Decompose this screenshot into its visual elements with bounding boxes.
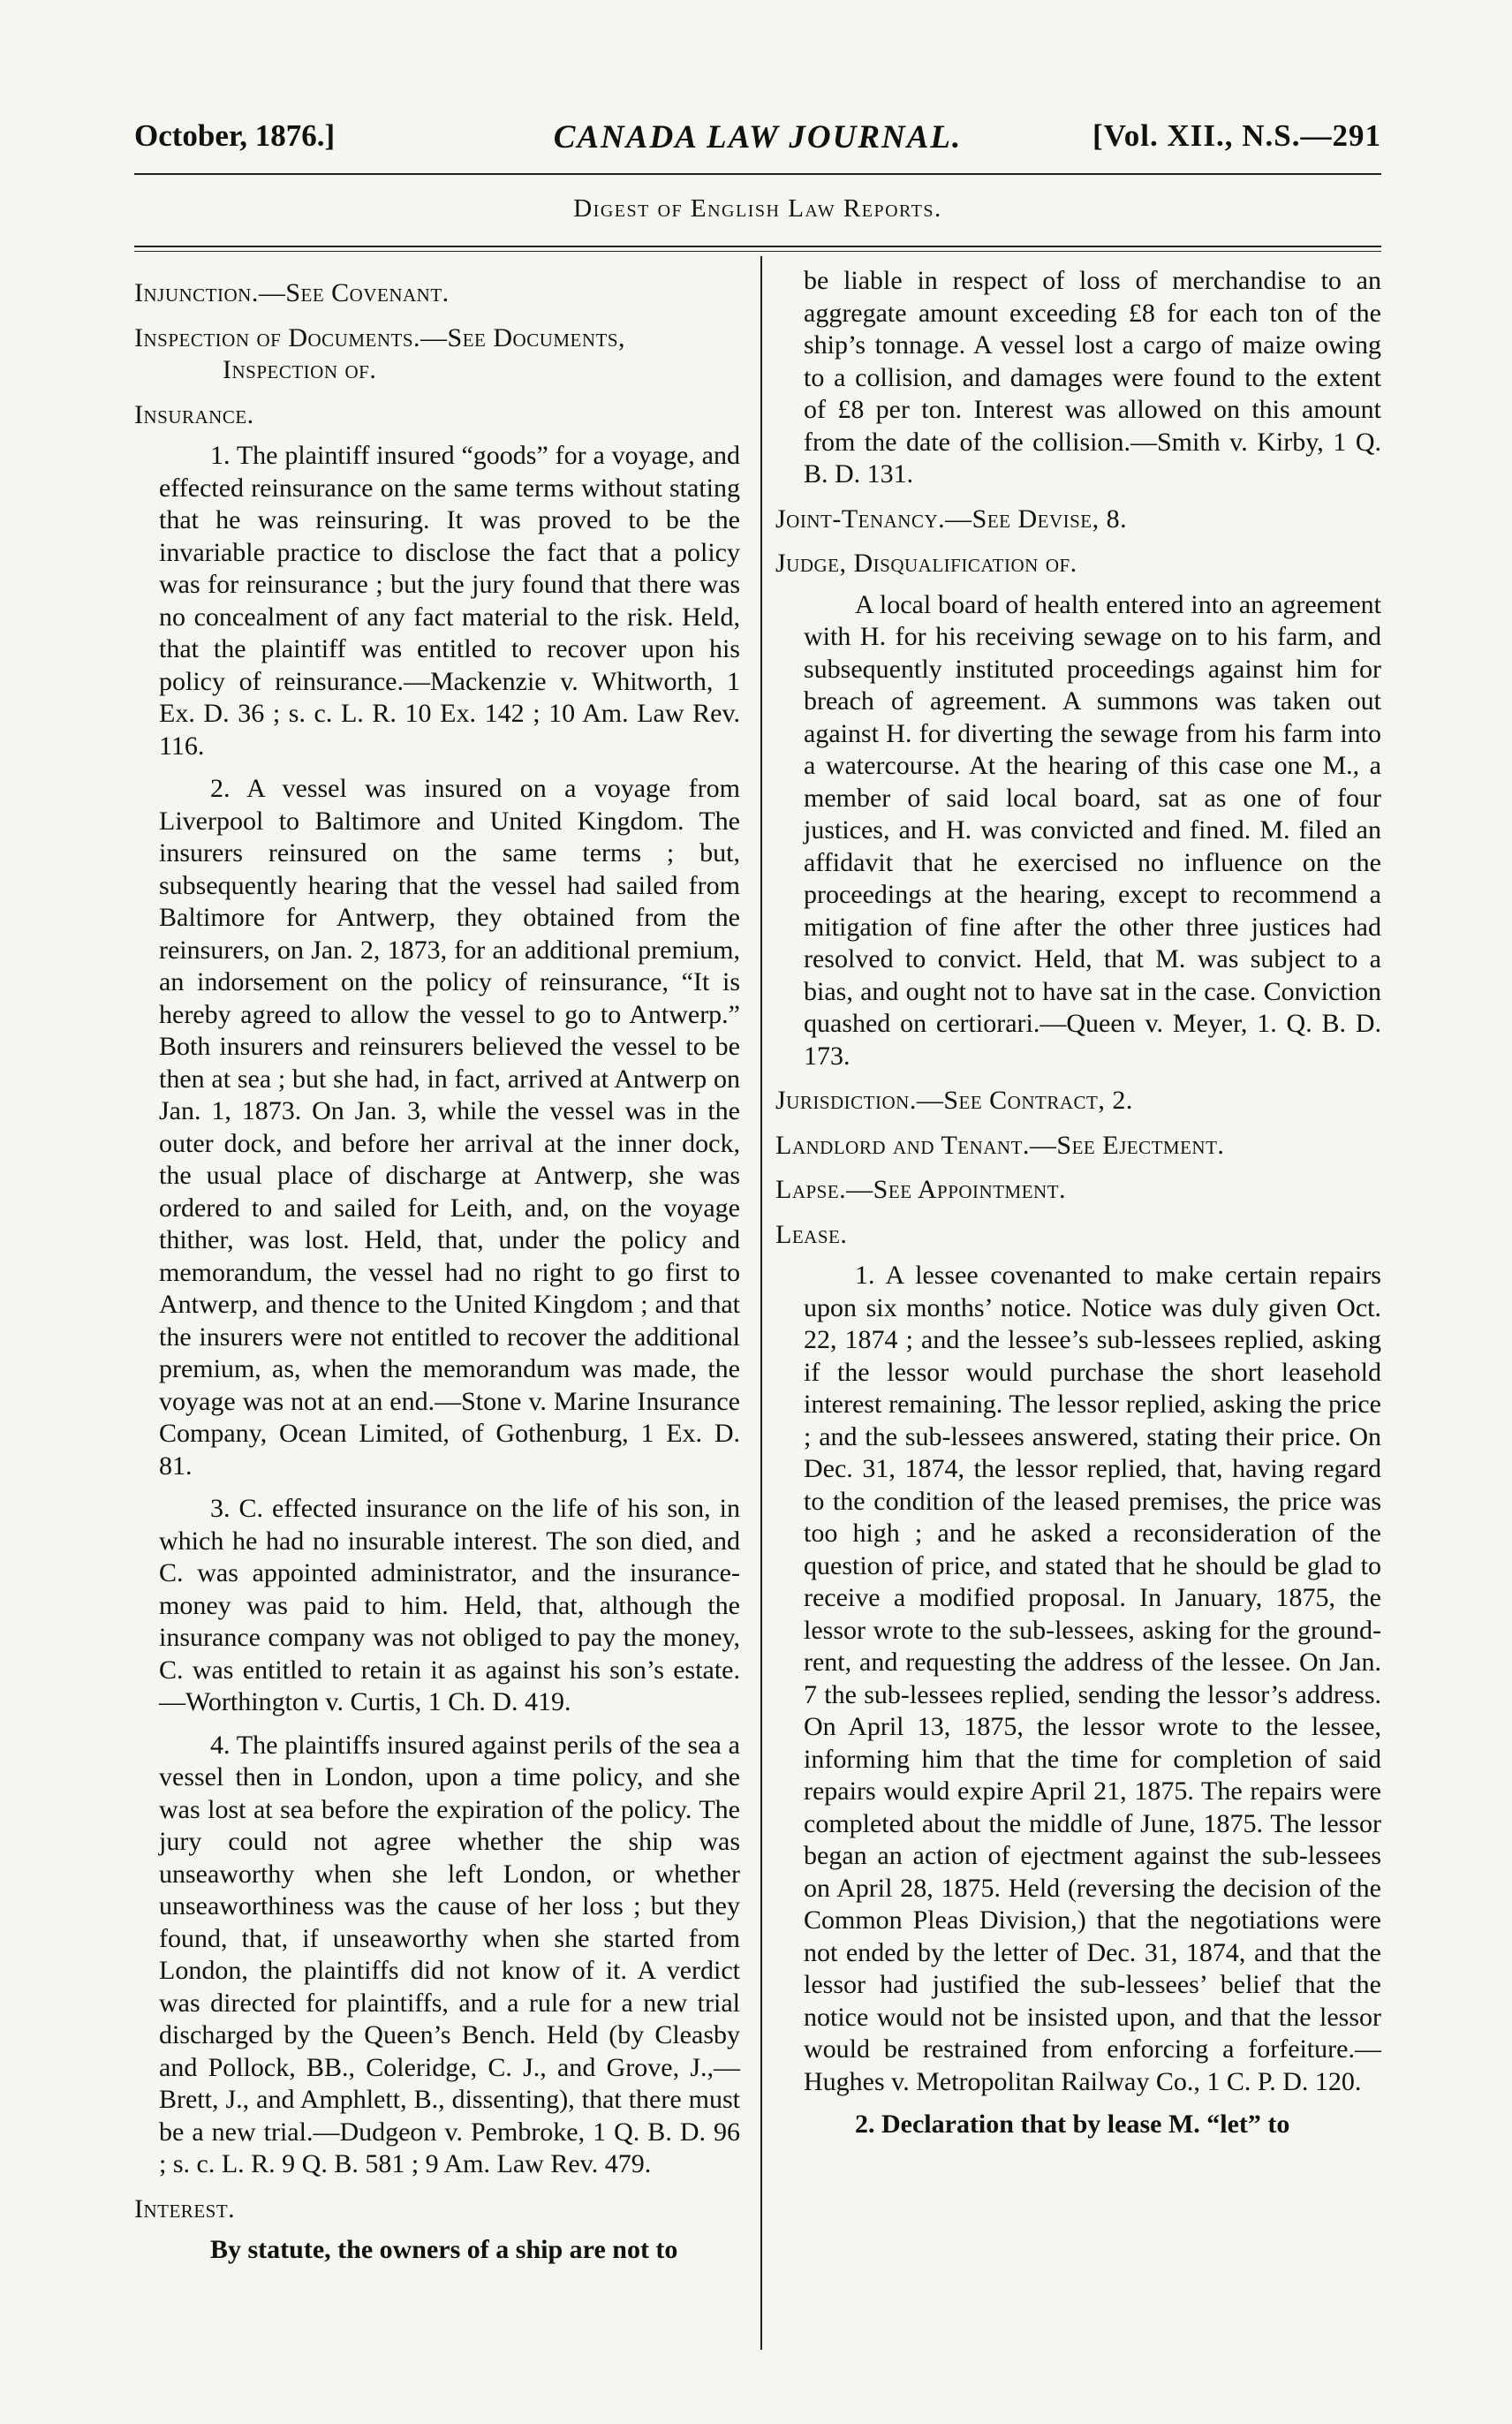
header-rule bbox=[134, 173, 1381, 175]
heading-insurance: Insurance. bbox=[134, 399, 254, 429]
column-divider bbox=[760, 256, 762, 2350]
entry-landlord-tenant: Landlord and Tenant.—See Ejectment. bbox=[775, 1130, 1225, 1160]
heading-lease: Lease. bbox=[775, 1219, 848, 1249]
interest-para-start: By statute, the owners of a ship are not to bbox=[210, 2235, 678, 2264]
insurance-case-4: 4. The plaintiffs insured against perils of the sea a vessel then in London, upon a time policy, and she was lost at sea before the expiration of the policy. The jury could not agree whether the ship was unseaworthy when she left London, or whether unseaworthiness was the cause of her loss ; but they found, that, if unseaworthy when she started from London, the plaintiffs did not know of it. A verdict was directed for plaintiffs, and a rule for a new trial discharged by the Queen’s Bench. Held (by Cleasby and Pollock, BB., Coleridge, C. J., and Grove, J.,—Brett, J., and Amphlett, B., dissenting), that there must be a new trial.—Dudgeon v. Pembroke, 1 Q. B. D. 96 ; s. c. L. R. 9 Q. B. 581 ; 9 Am. Law Rev. 479. bbox=[159, 1730, 740, 2178]
interest-para-continued: be liable in respect of loss of merchandise to an aggregate amount exceeding £8 for each ton of the ship’s tonnage. A vessel lost a cargo of maize owing to a collision, and damages were found to the extent of £8 per ton. Interest was allowed on this amount from the date of the collision.—Smith v. Kirby, 1 Q. B. D. 131. bbox=[804, 266, 1381, 489]
entry-lapse: Lapse.—See Appointment. bbox=[775, 1175, 1067, 1204]
right-column bbox=[775, 265, 1381, 2152]
volume-page: [Vol. XII., N.S.—291 bbox=[1092, 118, 1381, 153]
lease-case-1: 1. A lessee covenanted to make certain repairs upon six months’ notice. Notice was duly given Oct. 22, 1874 ; and the lessee’s sub-lessees replied, asking if the lessor would purchase the short leasehold interest remaining. The lessor replied, asking the price ; and the sub-lessees answered, stating their price. On Dec. 31, 1874, the lessor replied, that, having regard to the condition of the leased premises, the price was too high ; and he asked a reconsideration of the question of price, and stated that he should be glad to receive a modified proposal. In January, 1875, the lessor wrote to the sub-lessees, asking for the ground-rent, and requesting the address of the lessee. On Jan. 7 the sub-lessees replied, sending the lessor’s address. On April 13, 1875, the lessor wrote to the lessee, informing him that the time for completion of said repairs would expire April 21, 1875. The repairs were completed about the middle of June, 1875. The lessor began an action of ejectment against the sub-lessees on April 28, 1875. Held (reversing the decision of the Common Pleas Division,) that the negotiations were not ended by the letter of Dec. 31, 1874, and that the lessor had justified the sub-lessees’ belief that the notice would not be insisted upon, and that the lessor would be restrained from enforcing a forfeiture.—Hughes v. Metropolitan Railway Co., 1 C. P. D. 120. bbox=[804, 1261, 1381, 2096]
insurance-case-3: 3. C. effected insurance on the life of his son, in which he had no insurable interest. The son died, and C. was appointed administrator, and the insurance-money was paid to him. Held, that, although the insurance company was not obliged to pay the money, C. was entitled to retain it as against his son’s estate.—Worthington v. Curtis, 1 Ch. D. 419. bbox=[159, 1494, 740, 1716]
header-date: October, 1876.] bbox=[134, 118, 336, 153]
entry-inspection-line1: Inspection of Documents.—See Documents, bbox=[134, 322, 626, 352]
insurance-case-2: 2. A vessel was insured on a voyage from Liverpool to Baltimore and United Kingdom. The insurers reinsured on the same terms ; but, subsequently hearing that the vessel had sailed from Baltimore for Antwerp, they obtained from the reinsurers, on Jan. 2, 1873, for an additional premium, an indorsement on the policy of reinsurance, “It is hereby agreed to allow the vessel to go to Antwerp.” Both insurers and reinsurers believed the vessel to be then at sea ; but she had, in fact, arrived at Antwerp on Jan. 1, 1873. On Jan. 3, while the vessel was in the outer dock, and before her arrival at the inner dock, the usual place of discharge at Antwerp, she was ordered to and sailed for Leith, and, on the voyage thither, was lost. Held, that, under the policy and memorandum, the vessel had no right to go first to Antwerp, and thence to the United Kingdom ; and that the insurers were not entitled to recover the additional premium, as, when the memorandum was made, the voyage was not at an end.—Stone v. Marine Insurance Company, Ocean Limited, of Gothenburg, 1 Ex. D. 81. bbox=[159, 774, 740, 1481]
judge-case: A local board of health entered into an agreement with H. for his receiving sewage on to his farm, and subsequently instituted proceedings against him for breach of agreement. A summons was taken out against H. for diverting the sewage from his farm into a watercourse. At the hearing of this case one M., a member of said local board, sat as one of four justices, and H. was convicted and fined. M. filed an affidavit that he exercised no influence on the proceedings at the hearing, except to recommend a mitigation of fine after the other three justices had resolved to convict. Held, that M. was subject to a bias, and ought not to have sat in the case. Conviction quashed on certiorari.—Queen v. Meyer, 1. Q. B. D. 173. bbox=[804, 589, 1381, 1071]
entry-jurisdiction: Jurisdiction.—See Contract, 2. bbox=[775, 1086, 1133, 1115]
heading-interest: Interest. bbox=[134, 2193, 236, 2223]
running-header bbox=[134, 113, 1381, 157]
lease-case-2-start: 2. Declaration that by lease M. “let” to bbox=[855, 2110, 1290, 2139]
insurance-case-1: 1. The plaintiff insured “goods” for a voyage, and effected reinsurance on the same terms without stating that he was reinsuring. It was proved to be the invariable practice to disclose the fact that a policy was for reinsurance ; but the jury found that there was no concealment of any fact material to the risk. Held, that the plaintiff was entitled to recover upon his policy of reinsurance.—Mackenzie v. Whitworth, 1 Ex. D. 36 ; s. c. L. R. 10 Ex. 142 ; 10 Am. Law Rev. 116. bbox=[159, 441, 740, 761]
double-rule bbox=[134, 246, 1381, 252]
left-column bbox=[134, 265, 740, 2277]
heading-judge-disqualification: Judge, Disqualification of. bbox=[775, 549, 1077, 578]
entry-inspection bbox=[134, 322, 740, 387]
section-title: Digest of English Law Reports. bbox=[573, 194, 942, 223]
entry-joint-tenancy: Joint-Tenancy.—See Devise, 8. bbox=[775, 504, 1128, 534]
journal-title: CANADA LAW JOURNAL. bbox=[553, 119, 963, 155]
entry-injunction: Injunction.—See Covenant. bbox=[134, 278, 450, 307]
entry-inspection-line2: Inspection of. bbox=[223, 355, 377, 384]
